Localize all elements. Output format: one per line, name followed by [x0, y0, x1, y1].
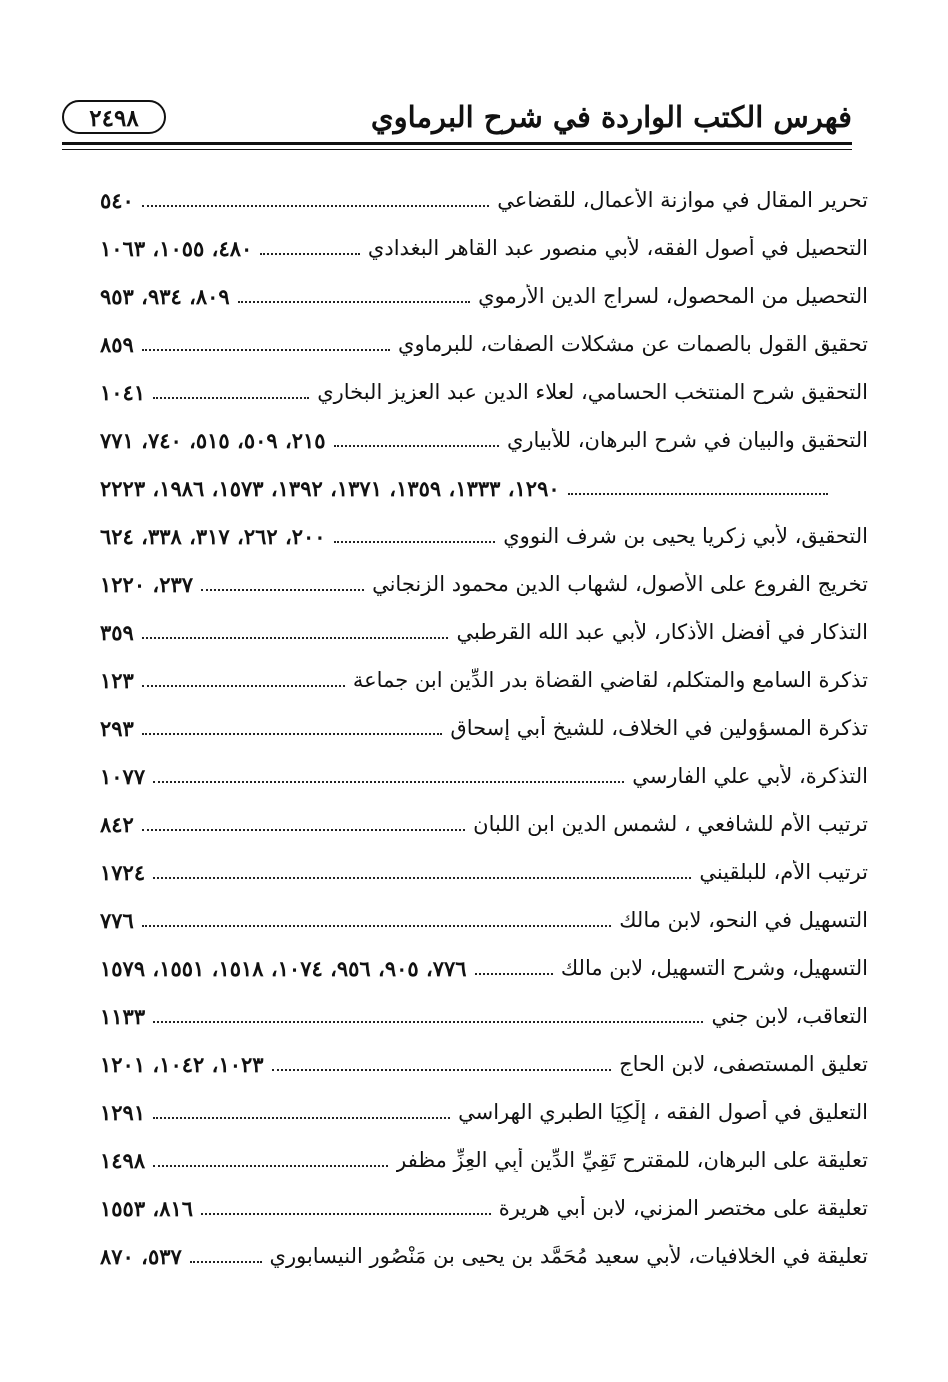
entry-page-numbers: ٨٥٩	[100, 331, 134, 357]
entry-title: التعاقب، لابن جني	[711, 1004, 868, 1028]
index-entry	[100, 1040, 868, 1088]
index-entry	[100, 512, 868, 560]
entry-page-numbers: ٥٤٠	[100, 187, 134, 213]
dot-leader	[142, 733, 443, 735]
dot-leader	[142, 349, 390, 351]
dot-leader	[142, 685, 345, 687]
entry-title: التحصيل من المحصول، لسراج الدين الأرموي	[478, 284, 868, 308]
entry-title: ترتيب الأم، للبلقيني	[699, 860, 868, 884]
index-entry	[100, 176, 868, 224]
entry-page-numbers: ٤٨٠، ١٠٥٥، ١٠٦٣	[100, 235, 253, 261]
entry-title: تخريج الفروع على الأصول، لشهاب الدين محمود الزنجاني	[372, 572, 868, 596]
entry-title: التحقيق، لأبي زكريا يحيى بن شرف النووي	[503, 524, 868, 548]
entry-page-numbers: ١٧٢٤	[100, 859, 146, 885]
page-header	[62, 92, 852, 148]
page-number-badge: ٢٤٩٨	[62, 100, 166, 134]
entry-title: التحقيق والبيان في شرح البرهان، للأبياري	[506, 428, 868, 452]
index-entry	[100, 560, 868, 608]
header-rule-thin	[62, 149, 852, 150]
entry-page-numbers: ١٤٩٨	[100, 1147, 146, 1173]
dot-leader	[201, 1213, 491, 1215]
entry-title: التذكرة، لأبي علي الفارسي	[632, 764, 868, 788]
entry-title: تحرير المقال في موازنة الأعمال، للقضاعي	[497, 188, 868, 212]
index-entry	[100, 896, 868, 944]
entry-title: تعليقة على البرهان، للمقترح تَقِيِّ الدِّين أَبِي العِزِّ مظفر	[396, 1148, 868, 1172]
entry-page-numbers: ٨١٦، ١٥٥٣	[100, 1195, 194, 1221]
entry-title: تعليقة على مختصر المزني، لابن أبي هريرة	[498, 1196, 868, 1220]
dot-leader	[153, 877, 691, 879]
entry-title: تعليق المستصفى، لابن الحاج	[619, 1052, 868, 1076]
entry-title: تحقيق القول بالصمات عن مشكلات الصفات، للبرماوي	[398, 332, 868, 356]
dot-leader	[153, 1117, 450, 1119]
index-entry	[100, 464, 868, 512]
dot-leader	[190, 1261, 262, 1263]
entry-page-numbers: ٢٣٧، ١٢٢٠	[100, 571, 194, 597]
index-entry	[100, 800, 868, 848]
index-entry	[100, 1088, 868, 1136]
entry-title: التسهيل، وشرح التسهيل، لابن مالك	[560, 956, 868, 980]
entry-title: التسهيل في النحو، لابن مالك	[619, 908, 868, 932]
dot-leader	[153, 1021, 703, 1023]
index-entry	[100, 1136, 868, 1184]
index-entry	[100, 608, 868, 656]
header-rule-thick	[62, 142, 852, 145]
entry-title: التحقيق شرح المنتخب الحسامي، لعلاء الدين عبد العزيز البخاري	[317, 380, 868, 404]
index-entry	[100, 848, 868, 896]
dot-leader	[142, 637, 449, 639]
entry-page-numbers: ١٠٧٧	[100, 763, 146, 789]
entry-title: التحصيل في أصول الفقه، لأبي منصور عبد القاهر البغدادي	[367, 236, 868, 260]
entry-page-numbers: ١١٣٣	[100, 1003, 146, 1029]
entry-title: التذكار في أفضل الأذكار، لأبي عبد الله القرطبي	[456, 620, 868, 644]
entry-page-numbers: ١٢٣	[100, 667, 134, 693]
dot-leader	[238, 301, 470, 303]
entry-title: تذكرة المسؤولين في الخلاف، للشيخ أبي إسحاق	[450, 716, 868, 740]
dot-leader	[153, 1165, 388, 1167]
entry-title: ترتيب الأُم للشافعي ، لشمس الدين ابن اللبان	[473, 812, 868, 836]
entry-page-numbers: ١٠٢٣، ١٠٤٢، ١٢٠١	[100, 1051, 264, 1077]
dot-leader	[153, 781, 624, 783]
dot-leader	[142, 925, 611, 927]
index-entry	[100, 224, 868, 272]
entry-title: التعليق في أصول الفقه ، إلْكِيَا الطبري الهراسي	[458, 1100, 868, 1124]
entry-page-numbers: ٢١٥، ٥٠٩، ٥١٥، ٧٤٠، ٧٧١	[100, 427, 326, 453]
index-entry	[100, 272, 868, 320]
dot-leader	[334, 541, 496, 543]
entry-page-numbers: ١٠٤١	[100, 379, 146, 405]
entry-page-numbers: ٨٠٩، ٩٣٤، ٩٥٣	[100, 283, 230, 309]
entry-page-numbers: ١٢٩٠، ١٣٣٣، ١٣٥٩، ١٣٧١، ١٣٩٢، ١٥٧٣، ١٩٨٦، ٢٢٢٣	[100, 475, 560, 501]
index-entry	[100, 992, 868, 1040]
dot-leader	[475, 973, 553, 975]
index-entry	[100, 944, 868, 992]
entry-page-numbers: ٧٧٦	[100, 907, 134, 933]
index-entry	[100, 752, 868, 800]
entry-page-numbers: ٣٥٩	[100, 619, 134, 645]
dot-leader	[142, 205, 489, 207]
index-entry	[100, 368, 868, 416]
index-entry	[100, 656, 868, 704]
entry-page-numbers: ٢٩٣	[100, 715, 134, 741]
dot-leader	[153, 397, 309, 399]
index-entry	[100, 1184, 868, 1232]
dot-leader	[272, 1069, 612, 1071]
entry-page-numbers: ١٢٩١	[100, 1099, 146, 1125]
dot-leader	[142, 829, 465, 831]
page-title: فهرس الكتب الواردة في شرح البرماوي	[370, 100, 852, 134]
entry-page-numbers: ٨٤٢	[100, 811, 134, 837]
dot-leader	[201, 589, 364, 591]
entry-title: تعليقة في الخلافيات، لأبي سعيد مُحَمَّد بن يحيى بن مَنْصُور النيسابوري	[269, 1244, 868, 1268]
index-entry	[100, 1232, 868, 1280]
dot-leader	[260, 253, 360, 255]
index-entry	[100, 416, 868, 464]
entry-page-numbers: ٥٣٧، ٨٧٠	[100, 1243, 182, 1269]
index-entries-list	[100, 176, 868, 1280]
index-entry	[100, 704, 868, 752]
index-entry	[100, 320, 868, 368]
dot-leader	[334, 445, 499, 447]
entry-page-numbers: ٢٠٠، ٢٦٢، ٣١٧، ٣٣٨، ٦٢٤	[100, 523, 326, 549]
entry-title: تذكرة السامع والمتكلم، لقاضي القضاة بدر الدِّين ابن جماعة	[352, 668, 868, 692]
entry-page-numbers: ٧٧٦، ٩٠٥، ٩٥٦، ١٠٧٤، ١٥١٨، ١٥٥١، ١٥٧٩	[100, 955, 467, 981]
dot-leader	[568, 493, 828, 495]
